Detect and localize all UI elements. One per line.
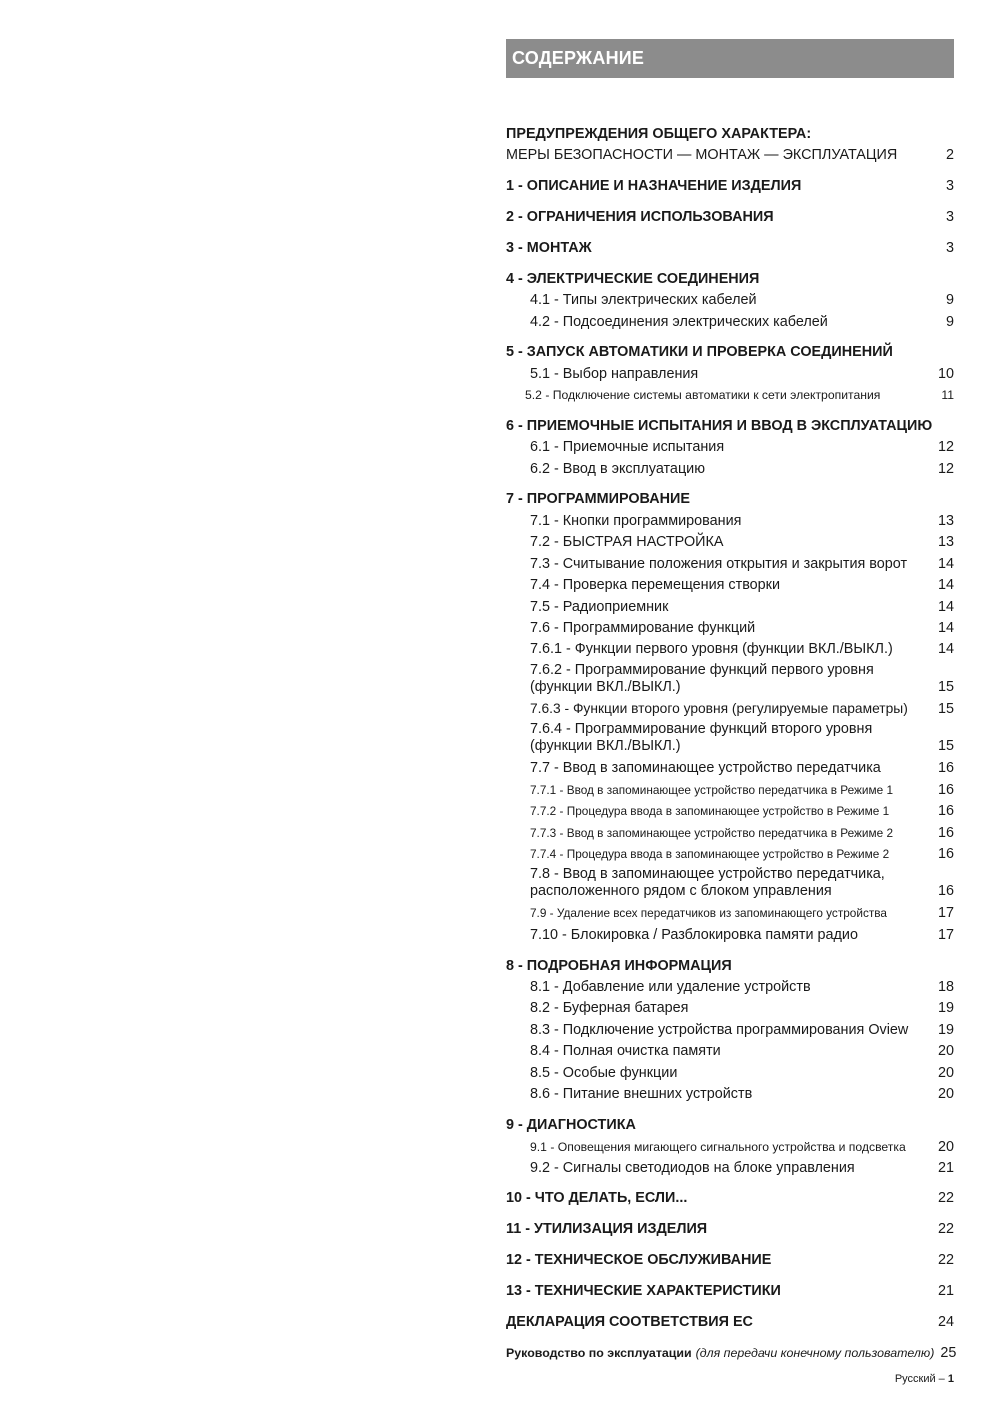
toc-subsection-title: 7.6.1 - Функции первого уровня (функции ВКЛ./ВЫКЛ.) <box>530 641 893 657</box>
toc-page-number: 3 <box>945 240 954 256</box>
toc-subsection-row[interactable] <box>530 1138 954 1156</box>
toc-page-number: 14 <box>937 620 954 636</box>
toc-page-number: 11 <box>941 388 954 402</box>
toc-subsection-title: 8.5 - Особые функции <box>530 1065 678 1081</box>
toc-subsection-row[interactable] <box>530 999 954 1017</box>
toc-section-row[interactable] <box>506 1282 954 1300</box>
toc-subsection-row[interactable] <box>530 291 954 309</box>
toc-subsection-title: 7.9 - Удаление всех передатчиков из запоминающего устройства <box>530 906 887 920</box>
toc-subsection-row[interactable] <box>530 598 954 616</box>
toc-subsection-row[interactable] <box>530 926 954 944</box>
toc-section-title: 9 - ДИАГНОСТИКА <box>506 1117 636 1133</box>
toc-subsection-row[interactable] <box>530 978 954 996</box>
toc-subsection-row[interactable] <box>530 619 954 637</box>
toc-subsection-title: 7.7.1 - Ввод в запоминающее устройство передатчика в Режиме 1 <box>530 783 894 797</box>
toc-section-row[interactable] <box>506 1313 954 1331</box>
toc-subsection-row[interactable] <box>530 802 954 820</box>
toc-subsection-row[interactable] <box>530 576 954 594</box>
toc-subsection-row[interactable] <box>530 866 954 900</box>
toc-page-number: 24 <box>937 1314 954 1330</box>
toc-page-number: 2 <box>945 147 954 163</box>
toc-section-row[interactable] <box>506 1220 954 1238</box>
toc-section-title: 11 - УТИЛИЗАЦИЯ ИЗДЕЛИЯ <box>506 1221 708 1237</box>
toc-subsection-row[interactable] <box>525 386 954 404</box>
toc-section-title: 5 - ЗАПУСК АВТОМАТИКИ И ПРОВЕРКА СОЕДИНЕНИЙ <box>506 344 893 360</box>
toc-section-row[interactable] <box>506 957 954 975</box>
toc-section-row[interactable] <box>506 343 954 361</box>
toc-page-number: 22 <box>937 1252 954 1268</box>
toc-page-number: 3 <box>945 178 954 194</box>
toc-subsection-row[interactable] <box>530 1159 954 1177</box>
toc-subsection-row[interactable] <box>530 1021 954 1039</box>
toc-intro-title: ПРЕДУПРЕЖДЕНИЯ ОБЩЕГО ХАРАКТЕРА: <box>506 126 812 142</box>
toc-page-number: 16 <box>937 825 954 841</box>
toc-page-number: 17 <box>937 927 954 943</box>
toc-page-number: 16 <box>937 760 954 776</box>
toc-page-number: 20 <box>937 1139 954 1155</box>
toc-page-number: 19 <box>937 1022 954 1038</box>
toc-subsection-title: 4.2 - Подсоединения электрических кабелей <box>530 314 828 330</box>
toc-subsection-row[interactable] <box>530 438 954 456</box>
toc-subsection-row[interactable] <box>530 512 954 530</box>
toc-page-number: 19 <box>937 1000 954 1016</box>
toc-subsection-row[interactable] <box>530 662 954 696</box>
toc-subsection-title: 7.7 - Ввод в запоминающее устройство передатчика <box>530 760 881 776</box>
toc-subsection-title: 8.1 - Добавление или удаление устройств <box>530 979 811 995</box>
toc-subsection-row[interactable] <box>530 1064 954 1082</box>
toc-page-number: 25 <box>940 1345 957 1361</box>
toc-section-title: 1 - ОПИСАНИЕ И НАЗНАЧЕНИЕ ИЗДЕЛИЯ <box>506 178 802 194</box>
toc-title: СОДЕРЖАНИЕ <box>512 48 645 68</box>
toc-page-number: 13 <box>937 534 954 550</box>
toc-subsection-row[interactable] <box>530 781 954 799</box>
toc-page-number: 12 <box>937 461 954 477</box>
toc-page-number: 9 <box>945 314 954 330</box>
toc-user-manual-title: Руководство по эксплуатации <box>506 1346 692 1360</box>
toc-section-title: 3 - МОНТАЖ <box>506 240 592 256</box>
toc-intro-text: МЕРЫ БЕЗОПАСНОСТИ — МОНТАЖ — ЭКСПЛУАТАЦИЯ <box>506 147 898 163</box>
toc-section-title: 2 - ОГРАНИЧЕНИЯ ИСПОЛЬЗОВАНИЯ <box>506 209 774 225</box>
toc-page-number: 16 <box>937 782 954 798</box>
toc-subsection-row[interactable] <box>530 1042 954 1060</box>
toc-subsection-row[interactable] <box>530 824 954 842</box>
toc-section-row[interactable] <box>506 1251 954 1269</box>
toc-page-number: 16 <box>937 846 954 862</box>
toc-subsection-row[interactable] <box>530 533 954 551</box>
toc-subsection-title: 8.3 - Подключение устройства программирования Oview <box>530 1022 909 1038</box>
toc-subsection-title: 4.1 - Типы электрических кабелей <box>530 292 757 308</box>
toc-subsection-title: 9.1 - Оповещения мигающего сигнального устройства и подсветка <box>530 1140 906 1154</box>
toc-subsection-title: 7.3 - Считывание положения открытия и закрытия ворот <box>530 556 908 572</box>
toc-intro-row[interactable] <box>506 146 954 164</box>
toc-section-row[interactable] <box>506 239 954 257</box>
toc-subsection-row[interactable] <box>530 759 954 777</box>
toc-section-row[interactable] <box>506 1189 954 1207</box>
toc-page-number: 13 <box>937 513 954 529</box>
toc-page-number: 21 <box>937 1160 954 1176</box>
toc-section-title: 10 - ЧТО ДЕЛАТЬ, ЕСЛИ... <box>506 1190 688 1206</box>
footer-language: Русский – <box>894 1373 945 1385</box>
toc-page-number: 15 <box>937 738 954 754</box>
toc-section-title: 12 - ТЕХНИЧЕСКОЕ ОБСЛУЖИВАНИЕ <box>506 1252 772 1268</box>
toc-section-title: 8 - ПОДРОБНАЯ ИНФОРМАЦИЯ <box>506 958 732 974</box>
toc-page-number: 10 <box>937 366 954 382</box>
toc-subsection-row[interactable] <box>530 313 954 331</box>
toc-page-number: 16 <box>937 803 954 819</box>
toc-page-number: 16 <box>937 883 954 899</box>
toc-subsection-row[interactable] <box>530 700 954 718</box>
toc-subsection-title: 7.8 - Ввод в запоминающее устройство передатчика, расположенного рядом с блоком управления <box>530 866 885 899</box>
toc-subsection-title: 7.7.3 - Ввод в запоминающее устройство передатчика в Режиме 2 <box>530 826 894 840</box>
toc-section-title: 4 - ЭЛЕКТРИЧЕСКИЕ СОЕДИНЕНИЯ <box>506 271 760 287</box>
toc-subsection-title: 8.4 - Полная очистка памяти <box>530 1043 721 1059</box>
toc-subsection-title: 7.6.3 - Функции второго уровня (регулируемые параметры) <box>530 701 908 716</box>
toc-page-number: 15 <box>937 701 954 717</box>
toc-user-manual-note: (для передачи конечному пользователю) <box>695 1346 935 1360</box>
toc-subsection-title: 7.6.2 - Программирование функций первого уровня (функции ВКЛ./ВЫКЛ.) <box>530 662 874 695</box>
toc-page-number: 15 <box>937 679 954 695</box>
toc-subsection-title: 6.1 - Приемочные испытания <box>530 439 725 455</box>
toc-page-number: 17 <box>937 905 954 921</box>
toc-subsection-title: 5.1 - Выбор направления <box>530 366 699 382</box>
toc-subsection-row[interactable] <box>530 555 954 573</box>
toc-page-number: 3 <box>945 209 954 225</box>
toc-section-row[interactable] <box>506 417 954 435</box>
toc-section-title: 7 - ПРОГРАММИРОВАНИЕ <box>506 491 690 507</box>
toc-intro-title-row <box>506 125 954 143</box>
toc-subsection-title: 7.7.2 - Процедура ввода в запоминающее устройство в Режиме 1 <box>530 804 890 818</box>
toc-subsection-row[interactable] <box>530 365 954 383</box>
toc-subsection-title: 5.2 - Подключение системы автоматики к сети электропитания <box>525 388 881 402</box>
toc-subsection-title: 7.4 - Проверка перемещения створки <box>530 577 781 593</box>
toc-page-number: 9 <box>945 292 954 308</box>
toc-section-row[interactable] <box>506 490 954 508</box>
toc-subsection-title: 7.1 - Кнопки программирования <box>530 513 742 529</box>
toc-section-row[interactable] <box>506 177 954 195</box>
toc-section-row[interactable] <box>506 208 954 226</box>
toc-subsection-title: 9.2 - Сигналы светодиодов на блоке управления <box>530 1160 855 1176</box>
toc-subsection-title: 8.6 - Питание внешних устройств <box>530 1086 753 1102</box>
toc-subsection-title: 7.6 - Программирование функций <box>530 620 756 636</box>
toc-section-title: ДЕКЛАРАЦИЯ СООТВЕТСТВИЯ ЕС <box>506 1314 753 1330</box>
toc-page-number: 22 <box>937 1221 954 1237</box>
toc-subsection-row[interactable] <box>530 721 954 755</box>
toc-subsection-row[interactable] <box>530 640 954 658</box>
toc-page-number: 20 <box>937 1043 954 1059</box>
toc-subsection-row[interactable] <box>530 845 954 863</box>
toc-page-number: 14 <box>937 556 954 572</box>
toc-subsection-title: 8.2 - Буферная батарея <box>530 1000 689 1016</box>
toc-subsection-title: 7.5 - Радиоприемник <box>530 599 669 615</box>
toc-section-row[interactable] <box>506 270 954 288</box>
toc-page-number: 22 <box>937 1190 954 1206</box>
toc-page-number: 20 <box>937 1065 954 1081</box>
toc-user-manual-row[interactable] <box>506 1344 957 1362</box>
toc-page-number: 14 <box>937 577 954 593</box>
page-footer <box>895 1373 954 1385</box>
toc-subsection-title: 7.2 - БЫСТРАЯ НАСТРОЙКА <box>530 534 724 550</box>
toc-page-number: 20 <box>937 1086 954 1102</box>
toc-subsection-row[interactable] <box>530 460 954 478</box>
toc-subsection-row[interactable] <box>530 1085 954 1103</box>
footer-page-number: 1 <box>947 1373 954 1385</box>
toc-page-number: 14 <box>937 641 954 657</box>
toc-page-number: 18 <box>937 979 954 995</box>
toc-page-number: 12 <box>937 439 954 455</box>
toc-section-row[interactable] <box>506 1116 954 1134</box>
toc-subsection-title: 6.2 - Ввод в эксплуатацию <box>530 461 706 477</box>
toc-section-title: 6 - ПРИЕМОЧНЫЕ ИСПЫТАНИЯ И ВВОД В ЭКСПЛУАТАЦИЮ <box>506 418 933 434</box>
toc-page-number: 21 <box>937 1283 954 1299</box>
toc-subsection-title: 7.10 - Блокировка / Разблокировка памяти радио <box>530 927 858 943</box>
toc-section-title: 13 - ТЕХНИЧЕСКИЕ ХАРАКТЕРИСТИКИ <box>506 1283 781 1299</box>
toc-header <box>506 39 954 78</box>
toc-subsection-row[interactable] <box>530 904 954 922</box>
toc-subsection-title: 7.6.4 - Программирование функций второго уровня (функции ВКЛ./ВЫКЛ.) <box>530 721 873 754</box>
toc-page-number: 14 <box>937 599 954 615</box>
toc-subsection-title: 7.7.4 - Процедура ввода в запоминающее устройство в Режиме 2 <box>530 847 890 861</box>
